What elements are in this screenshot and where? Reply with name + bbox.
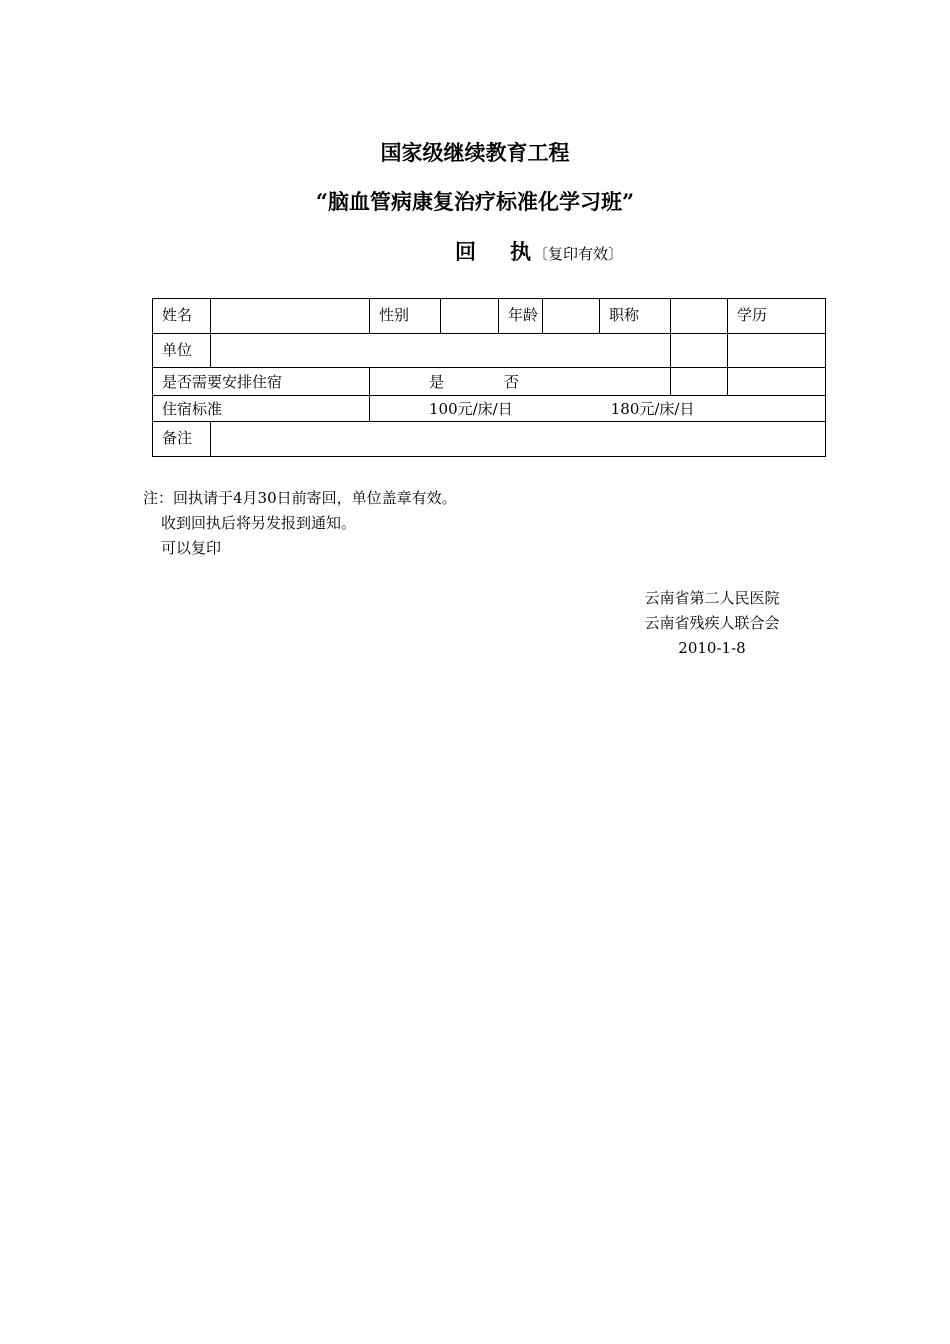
remarks-label: 备注 <box>153 422 211 457</box>
receipt-note: 〔复印有效〕 <box>533 245 624 263</box>
course-title: “脑血管病康复治疗标准化学习班” <box>315 189 635 214</box>
gender-label: 性别 <box>370 299 441 334</box>
signature-org-2: 云南省残疾人联合会 <box>644 614 780 632</box>
price-option-180[interactable]: 180元/床/日 <box>610 400 695 418</box>
lodging-label: 是否需要安排住宿 <box>153 368 370 396</box>
unit-extra-cell-2[interactable] <box>728 334 826 368</box>
gender-field[interactable] <box>441 299 499 334</box>
receipt-char-2: 执 <box>510 239 531 264</box>
age-label: 年龄 <box>499 299 543 334</box>
title-label: 职称 <box>600 299 671 334</box>
note-line-2: 收到回执后将另发报到通知。 <box>161 514 357 532</box>
name-label: 姓名 <box>153 299 211 334</box>
standard-options <box>370 396 826 422</box>
education-label: 学历 <box>728 299 826 334</box>
note-line-3: 可以复印 <box>161 539 222 557</box>
unit-field[interactable] <box>211 334 671 368</box>
signature-block <box>632 586 792 661</box>
receipt-char-1: 回 <box>455 239 476 264</box>
unit-label: 单位 <box>153 334 211 368</box>
signature-date: 2010-1-8 <box>678 639 746 657</box>
registration-form-table <box>152 298 826 457</box>
remarks-field[interactable] <box>211 422 826 457</box>
document-title: 国家级继续教育工程 <box>380 140 570 165</box>
standard-label: 住宿标准 <box>153 396 370 422</box>
lodging-options <box>370 368 671 396</box>
lodging-extra-cell-1[interactable] <box>671 368 728 396</box>
unit-extra-cell-1[interactable] <box>671 334 728 368</box>
lodging-no-option[interactable]: 否 <box>504 373 520 391</box>
lodging-yes-option[interactable]: 是 <box>429 373 445 391</box>
name-field[interactable] <box>211 299 370 334</box>
signature-org-1: 云南省第二人民医院 <box>644 589 780 607</box>
price-option-100[interactable]: 100元/床/日 <box>429 400 513 418</box>
title-field[interactable] <box>671 299 728 334</box>
lodging-extra-cell-2[interactable] <box>728 368 826 396</box>
age-field[interactable] <box>543 299 600 334</box>
receipt-heading <box>455 236 623 266</box>
note-line-1: 注：回执请于4月30日前寄回，单位盖章有效。 <box>143 489 457 507</box>
notes-section <box>143 486 457 561</box>
